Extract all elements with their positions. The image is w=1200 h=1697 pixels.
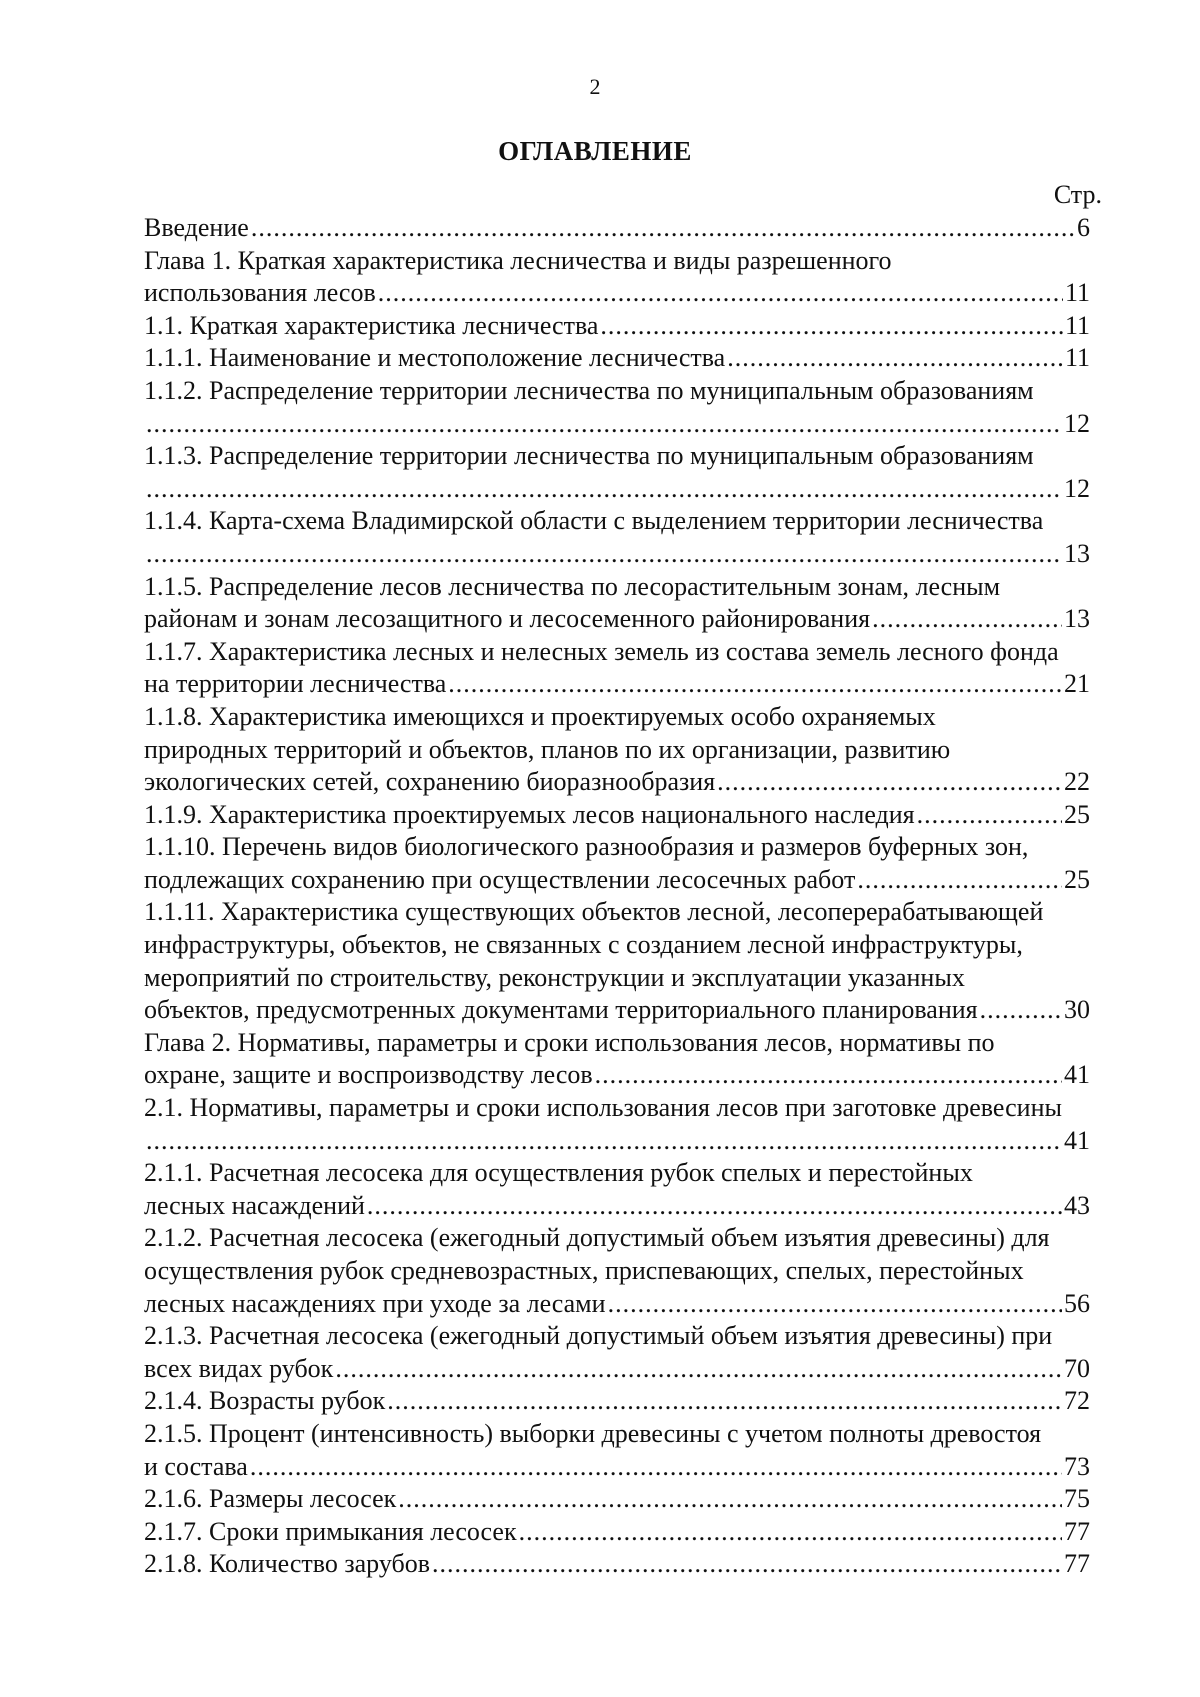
toc-entry-text: 1.1.4. Карта-схема Владимирской области с выделением территории лесничества	[144, 506, 1044, 536]
toc-entry[interactable]	[144, 1483, 1090, 1516]
page-number: 2	[589, 74, 601, 99]
dot-leader	[600, 310, 1063, 343]
toc-page-number: 43	[1064, 1190, 1090, 1220]
toc-page-number: 41	[1064, 1060, 1090, 1090]
toc-page-number: 41	[1064, 1125, 1090, 1155]
toc-entry-text: 2.1.7. Сроки примыкания лесосек	[144, 1516, 517, 1546]
toc-entry-text: объектов, предусмотренных документами территориального планирования	[144, 995, 978, 1025]
toc-entry[interactable]	[144, 1385, 1090, 1418]
toc-entry-text: Глава 2. Нормативы, параметры и сроки использования лесов, нормативы по	[144, 1027, 995, 1057]
toc-page-number: 56	[1064, 1288, 1090, 1318]
toc-page-number: 21	[1064, 669, 1090, 699]
toc-entry-text: 2.1.3. Расчетная лесосека (ежегодный допустимый объем изъятия древесины) при	[144, 1321, 1053, 1351]
toc-page-number: 30	[1064, 995, 1090, 1025]
toc-entry[interactable]	[144, 896, 1090, 1026]
dot-leader	[146, 538, 1062, 571]
toc-page-number: 25	[1064, 864, 1090, 894]
toc-page-number: 13	[1064, 604, 1090, 634]
toc-entry[interactable]	[144, 375, 1090, 440]
toc-entry[interactable]	[144, 701, 1090, 799]
table-of-contents	[144, 212, 1090, 1581]
dot-leader	[335, 1353, 1062, 1386]
toc-page-number: 77	[1064, 1516, 1090, 1546]
toc-entry-text: 2.1.5. Процент (интенсивность) выборки древесины с учетом полноты древостоя	[144, 1418, 1042, 1448]
dot-leader	[251, 212, 1075, 245]
dot-leader	[917, 799, 1062, 832]
toc-entry[interactable]	[144, 245, 1090, 310]
toc-entry-text: лесных насаждений	[144, 1190, 365, 1220]
toc-entry[interactable]	[144, 831, 1090, 896]
toc-entry[interactable]	[144, 1320, 1090, 1385]
toc-entry-text: осуществления рубок средневозрастных, приспевающих, спелых, перестойных	[144, 1256, 1024, 1285]
toc-entry[interactable]	[144, 310, 1090, 343]
dot-leader	[857, 864, 1062, 897]
toc-page-number: 12	[1064, 408, 1090, 438]
toc-entry-text: 1.1.11. Характеристика существующих объектов лесной, лесоперерабатывающей	[144, 897, 1044, 927]
toc-entry[interactable]	[144, 799, 1090, 832]
toc-page-number: 70	[1064, 1353, 1090, 1383]
toc-entry[interactable]	[144, 505, 1090, 570]
toc-page-number: 11	[1064, 343, 1090, 373]
toc-page-number: 25	[1064, 799, 1090, 829]
toc-entry-text: 2.1.1. Расчетная лесосека для осуществления рубок спелых и перестойных	[144, 1158, 973, 1188]
toc-page-number: 22	[1064, 767, 1090, 797]
dot-leader	[872, 603, 1062, 636]
toc-page-number: 75	[1064, 1484, 1090, 1514]
dot-leader	[595, 1059, 1062, 1092]
dot-leader	[608, 1288, 1062, 1321]
toc-entry-text: на территории лесничества	[144, 669, 447, 699]
toc-entry-text: природных территорий и объектов, планов по их организации, развитию	[144, 734, 951, 764]
toc-entry[interactable]	[144, 1027, 1090, 1092]
toc-entry-text: Глава 1. Краткая характеристика лесничества и виды разрешенного	[144, 245, 892, 275]
toc-entry-text: охране, защите и воспроизводству лесов	[144, 1060, 593, 1090]
toc-page-number: 6	[1077, 213, 1090, 242]
dot-leader	[432, 1548, 1062, 1581]
dot-leader	[367, 1190, 1062, 1223]
dot-leader	[250, 1451, 1062, 1484]
toc-entry[interactable]	[144, 440, 1090, 505]
dot-leader	[387, 1385, 1062, 1418]
toc-entry[interactable]	[144, 1516, 1090, 1549]
dot-leader	[727, 342, 1063, 375]
toc-entry[interactable]	[144, 1418, 1090, 1483]
toc-entry[interactable]	[144, 1222, 1090, 1320]
toc-entry-text: 1.1.1. Наименование и местоположение лесничества	[144, 343, 726, 373]
toc-entry-text: 1.1.9. Характеристика проектируемых лесов национального наследия	[144, 799, 915, 829]
dot-leader	[146, 1125, 1062, 1158]
toc-entry-text: 2.1.2. Расчетная лесосека (ежегодный допустимый объем изъятия древесины) для	[144, 1223, 1050, 1253]
toc-entry-text: 1.1.3. Распределение территории лесничества по муниципальным образованиям	[144, 441, 1034, 471]
toc-entry-text: 1.1.10. Перечень видов биологического разнообразия и размеров буферных зон,	[144, 832, 1029, 862]
toc-entry-text: 2.1.4. Возрасты рубок	[144, 1386, 386, 1416]
toc-entry-text: лесных насаждениях при уходе за лесами	[144, 1288, 606, 1318]
dot-leader	[378, 277, 1063, 310]
toc-entry-text: мероприятий по строительству, реконструкции и эксплуатации указанных	[144, 962, 965, 992]
page-title: ОГЛАВЛЕНИЕ	[498, 136, 692, 166]
dot-leader	[519, 1516, 1062, 1549]
toc-entry-text: Введение	[144, 213, 249, 242]
toc-entry-text: 2.1. Нормативы, параметры и сроки использования лесов при заготовке древесины	[144, 1093, 1062, 1123]
toc-entry-text: 1.1.2. Распределение территории лесничества по муниципальным образованиям	[144, 375, 1034, 405]
dot-leader	[146, 408, 1062, 441]
page-column-header: Стр.	[1053, 180, 1102, 209]
toc-page-number: 77	[1064, 1549, 1090, 1579]
toc-page-number: 11	[1064, 278, 1090, 308]
dot-leader	[398, 1483, 1062, 1516]
toc-entry[interactable]	[144, 1157, 1090, 1222]
toc-entry[interactable]	[144, 1092, 1090, 1157]
toc-page-number: 72	[1064, 1386, 1090, 1416]
toc-entry-text: всех видах рубок	[144, 1353, 334, 1383]
toc-entry-text: 2.1.8. Количество зарубов	[144, 1549, 430, 1579]
dot-leader	[146, 473, 1062, 506]
toc-entry[interactable]	[144, 1548, 1090, 1581]
dot-leader	[717, 766, 1062, 799]
toc-page-number: 11	[1064, 310, 1090, 340]
toc-entry[interactable]	[144, 212, 1090, 245]
toc-entry[interactable]	[144, 636, 1090, 701]
toc-entry-text: 2.1.6. Размеры лесосек	[144, 1484, 397, 1514]
toc-page-number: 12	[1064, 473, 1090, 503]
toc-entry-text: использования лесов	[144, 278, 376, 308]
toc-entry-text: экологических сетей, сохранению биоразнообразия	[144, 767, 716, 797]
toc-entry-text: 1.1.8. Характеристика имеющихся и проектируемых особо охраняемых	[144, 701, 936, 731]
toc-entry[interactable]	[144, 342, 1090, 375]
dot-leader	[980, 994, 1062, 1027]
dot-leader	[448, 668, 1062, 701]
toc-page-number: 73	[1064, 1451, 1090, 1481]
toc-entry-text: 1.1.5. Распределение лесов лесничества по лесорастительным зонам, лесным	[144, 571, 1001, 601]
toc-entry-text: 1.1.7. Характеристика лесных и нелесных земель из состава земель лесного фонда	[144, 636, 1059, 666]
toc-entry[interactable]	[144, 571, 1090, 636]
toc-entry-text: инфраструктуры, объектов, не связанных с созданием лесной инфраструктуры,	[144, 930, 1023, 960]
toc-page-number: 13	[1064, 538, 1090, 568]
toc-entry-text: 1.1. Краткая характеристика лесничества	[144, 310, 599, 340]
toc-entry-text: подлежащих сохранению при осуществлении лесосечных работ	[144, 864, 856, 894]
toc-entry-text: и состава	[144, 1451, 248, 1481]
toc-entry-text: районам и зонам лесозащитного и лесосеменного районирования	[144, 604, 871, 634]
